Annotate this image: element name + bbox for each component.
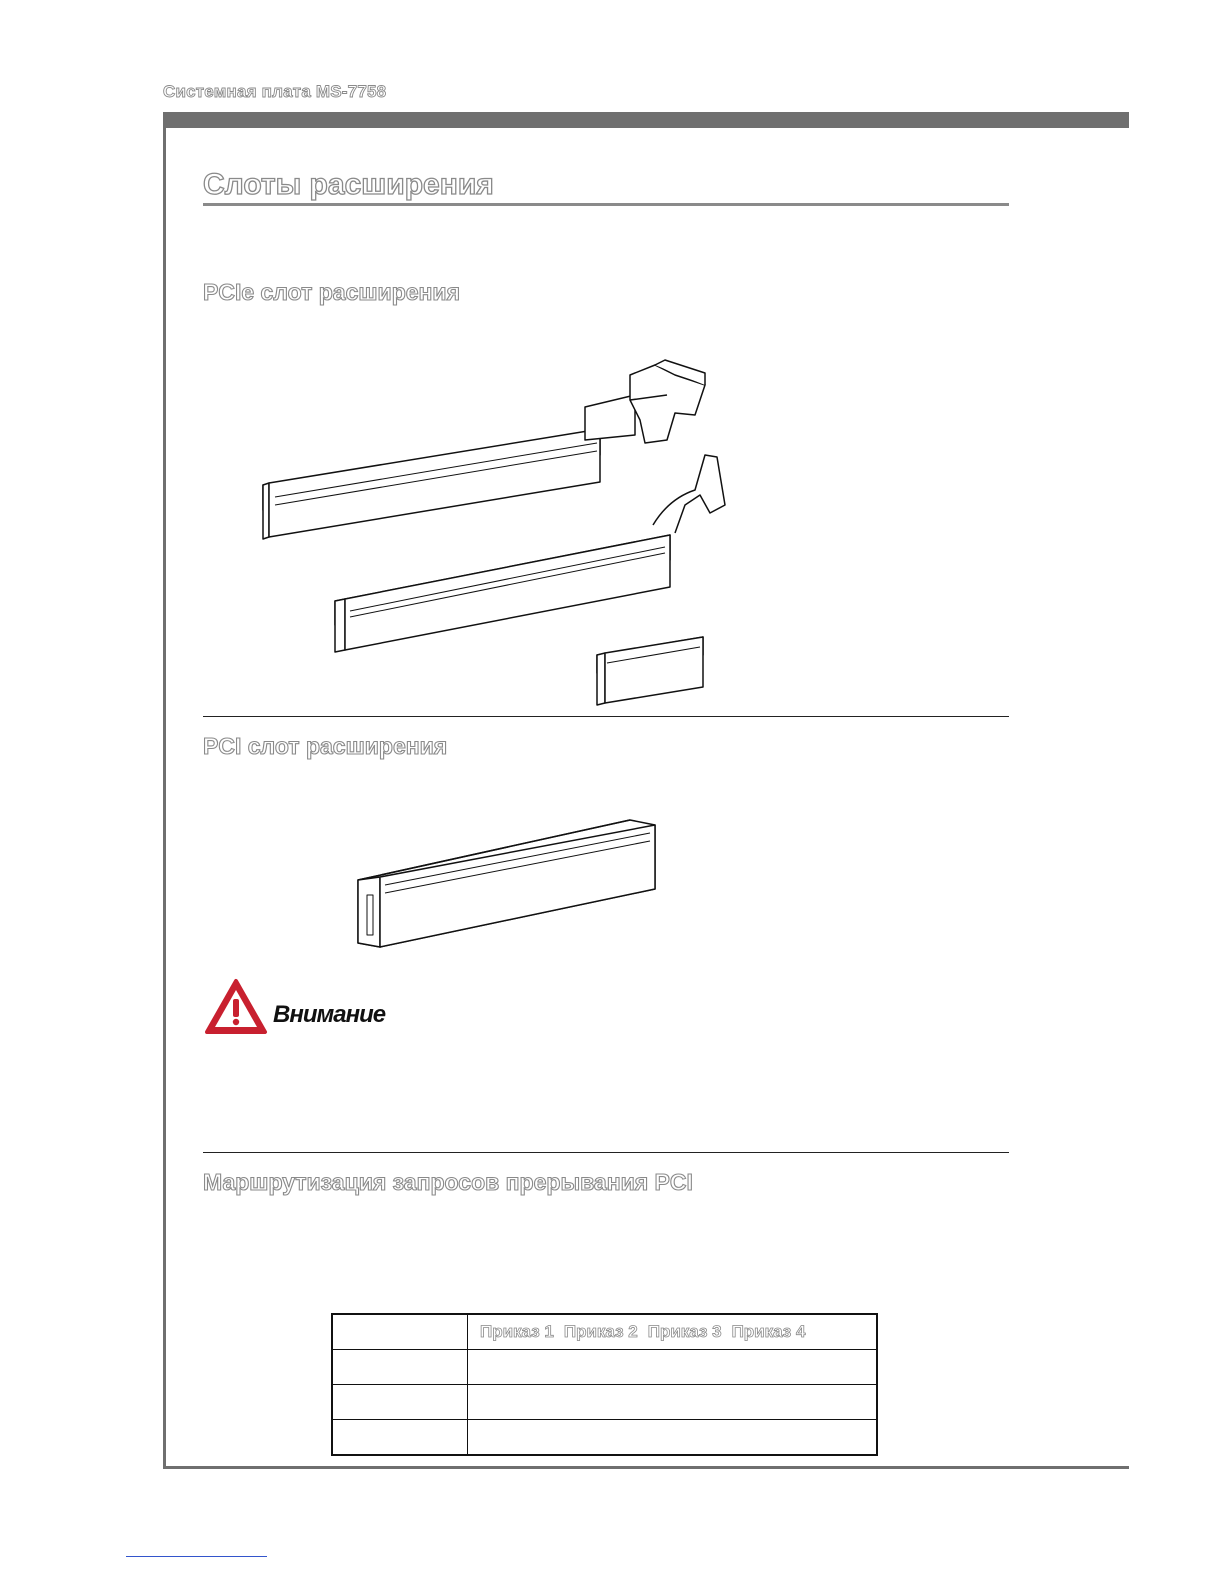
irq-heading: Маршрутизация запросов прерывания PCI	[203, 1169, 693, 1195]
section-title-rule	[203, 203, 1009, 206]
table-header-row	[332, 1314, 877, 1350]
notice-separator	[203, 1152, 1009, 1153]
pcie-slots-illustration	[255, 355, 735, 715]
pci-heading: PCI слот расширения	[203, 733, 448, 759]
irq-table	[331, 1313, 878, 1456]
section-title: Слоты расширения	[203, 168, 494, 201]
notice-label: Внимание	[273, 1001, 386, 1028]
left-rule	[163, 112, 166, 1469]
column-header: Приказ 1	[480, 1322, 554, 1341]
table-cell	[332, 1420, 468, 1456]
table-header-orders	[468, 1314, 878, 1350]
footer-link-underline[interactable]	[126, 1556, 267, 1557]
table-row	[332, 1420, 877, 1456]
table-cell	[332, 1350, 468, 1385]
table-row	[332, 1385, 877, 1420]
warning-triangle-icon	[203, 977, 269, 1037]
table-cell	[332, 1385, 468, 1420]
header-bar	[163, 112, 1129, 128]
table-cell	[332, 1314, 468, 1350]
page-header-title: Системная плата MS-7758	[163, 82, 387, 101]
column-header: Приказ 3	[647, 1322, 722, 1341]
pcie-heading: PCIe слот расширения	[203, 279, 460, 305]
table-cell	[468, 1420, 878, 1456]
table-cell	[468, 1385, 878, 1420]
pcie-small-slot	[597, 637, 703, 705]
bottom-rule	[163, 1466, 1129, 1469]
column-header: Приказ 2	[563, 1322, 638, 1341]
pci-slot-illustration	[355, 805, 665, 960]
pcie-separator	[203, 716, 1009, 717]
pcie-x16-slot	[263, 360, 705, 539]
table-cell	[468, 1350, 878, 1385]
column-header: Приказ 4	[731, 1322, 806, 1341]
table-row	[332, 1350, 877, 1385]
